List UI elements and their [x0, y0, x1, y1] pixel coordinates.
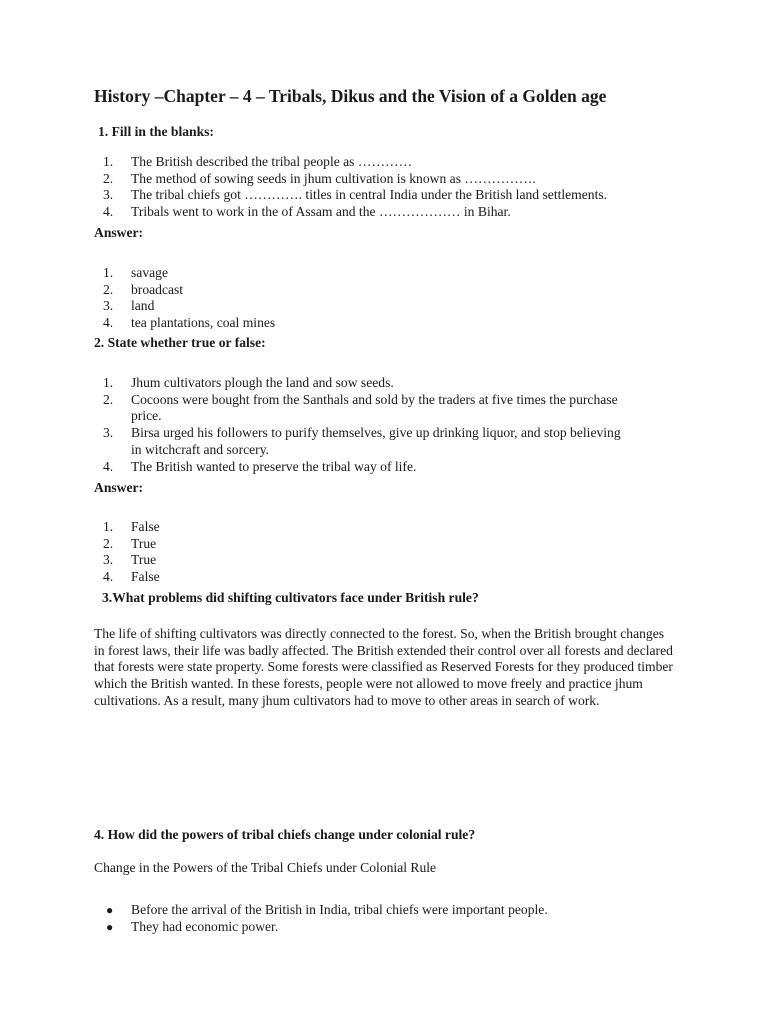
list-item: 1. savage	[103, 265, 168, 280]
list-item: 3. True	[103, 552, 157, 568]
list-item: 4. False	[103, 569, 160, 585]
q4-bullet-list	[103, 902, 548, 935]
q1-answer-list	[103, 265, 275, 332]
q1-heading: 1. Fill in the blanks:	[98, 124, 214, 139]
list-item: ● Before the arrival of the British in India, tribal chiefs were important people.	[106, 902, 548, 917]
list-item: 2. Cocoons were bought from the Santhals and sold by the traders at five times the purchase price.	[103, 391, 618, 424]
q4-subheading: Change in the Powers of the Tribal Chiefs under Colonial Rule	[94, 860, 437, 875]
bullet-icon: ●	[106, 903, 114, 917]
list-item: 3. Birsa urged his followers to purify themselves, give up drinking liquor, and stop believing in witchcraft and sorcery.	[103, 425, 621, 457]
list-item: 2. True	[103, 535, 157, 551]
q3-answer-paragraph: The life of shifting cultivators was directly connected to the forest. So, when the British brought changes in forest laws, their life was badly affected. The British extended their control over all forests and declared that forests were state property. Some forests were classified as Reserved Forests for they produced timber which the British wanted. In these forests, people were not allowed to move freely and practice jhum cultivations. As a result, many jhum cultivators had to move to other areas in search of work.	[94, 626, 673, 708]
list-item: 3. The tribal chiefs got …………. titles in central India under the British land settlements.	[103, 187, 608, 203]
q4-heading: 4. How did the powers of tribal chiefs change under colonial rule?	[94, 827, 476, 842]
q2-answer-list	[103, 519, 160, 586]
list-item: ● They had economic power.	[106, 918, 279, 934]
list-item: 1. Jhum cultivators plough the land and sow seeds.	[103, 375, 394, 390]
q2-list	[103, 375, 633, 475]
list-item: 2. broadcast	[103, 281, 184, 297]
q2-heading: 2. State whether true or false:	[94, 335, 266, 350]
list-item: 1. False	[103, 519, 160, 534]
list-item: 1. The British described the tribal people as …………	[103, 154, 413, 169]
list-item: 4. The British wanted to preserve the tribal way of life.	[103, 458, 417, 474]
bullet-icon: ●	[106, 919, 114, 934]
q2-answer-label: Answer:	[94, 480, 144, 495]
list-item: 4. Tribals went to work in the of Assam and the ……………… in Bihar.	[103, 204, 511, 220]
q1-list	[103, 154, 607, 221]
list-item: 2. The method of sowing seeds in jhum cultivation is known as …………….	[103, 170, 536, 186]
q1-answer-label: Answer:	[94, 225, 144, 240]
list-item: 3. land	[103, 298, 155, 314]
list-item: 4. tea plantations, coal mines	[103, 315, 276, 331]
chapter-title: History –Chapter – 4 – Tribals, Dikus and the Vision of a Golden age	[94, 86, 607, 106]
q3-heading: 3.What problems did shifting cultivators face under British rule?	[102, 590, 479, 605]
